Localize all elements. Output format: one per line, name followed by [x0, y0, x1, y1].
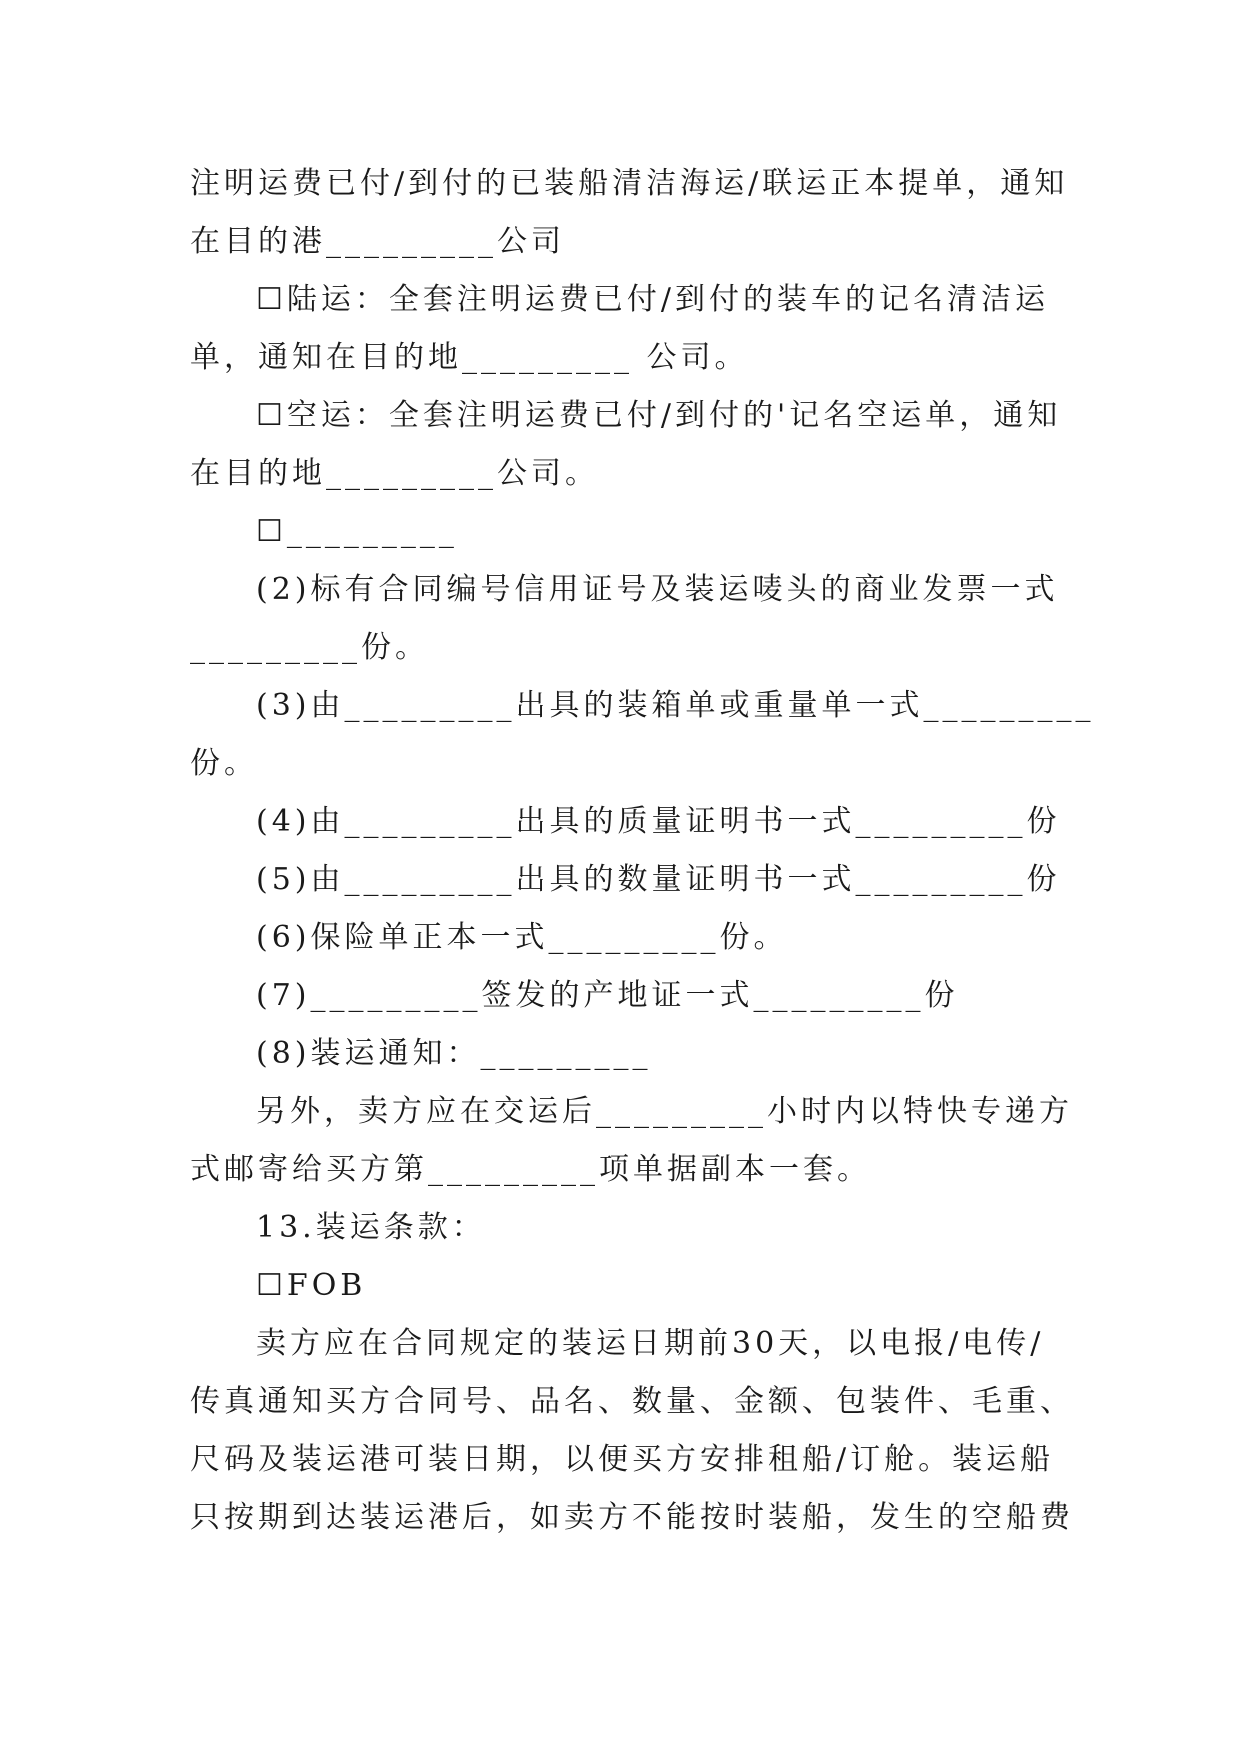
- text-line: 传真通知买方合同号、品名、数量、金额、包装件、毛重、: [190, 1384, 1074, 1419]
- text-line: (7)_________签发的产地证一式_________份: [256, 978, 959, 1013]
- text-line: (4)由_________出具的质量证明书一式_________份: [256, 804, 1061, 839]
- text-line: ☐_________: [256, 514, 458, 549]
- text-line: 在目的港_________公司: [190, 224, 565, 259]
- text-line: 式邮寄给买方第_________项单据副本一套。: [190, 1152, 871, 1187]
- text-line: 份。: [190, 746, 258, 781]
- text-line: 只按期到达装运港后，如卖方不能按时装船，发生的空船费: [190, 1500, 1074, 1535]
- text-line: ☐FOB: [256, 1268, 367, 1303]
- text-line: (8)装运通知：_________: [256, 1036, 652, 1071]
- text-line: (5)由_________出具的数量证明书一式_________份: [256, 862, 1061, 897]
- text-line: (6)保险单正本一式_________份。: [256, 920, 788, 955]
- text-line: _________份。: [190, 630, 429, 665]
- section-heading: 13.装运条款：: [256, 1210, 486, 1245]
- text-line: 另外，卖方应在交运后_________小时内以特快专递方: [256, 1094, 1073, 1129]
- text-line: 注明运费已付/到付的已装船清洁海运/联运正本提单，通知: [190, 166, 1069, 201]
- text-line: 在目的地_________公司。: [190, 456, 599, 491]
- text-line: (3)由_________出具的装箱单或重量单一式_________: [256, 688, 1095, 723]
- text-line: (2)标有合同编号信用证号及装运唛头的商业发票一式: [256, 572, 1059, 607]
- text-line: 单，通知在目的地_________ 公司。: [190, 340, 749, 375]
- text-line: 尺码及装运港可装日期，以便买方安排租船/订舱。装运船: [190, 1442, 1055, 1477]
- text-line: 卖方应在合同规定的装运日期前30天，以电报/电传/: [256, 1326, 1045, 1361]
- text-line: ☐空运：全套注明运费已付/到付的'记名空运单，通知: [256, 398, 1062, 433]
- text-line: ☐陆运：全套注明运费已付/到付的装车的记名清洁运: [256, 282, 1050, 317]
